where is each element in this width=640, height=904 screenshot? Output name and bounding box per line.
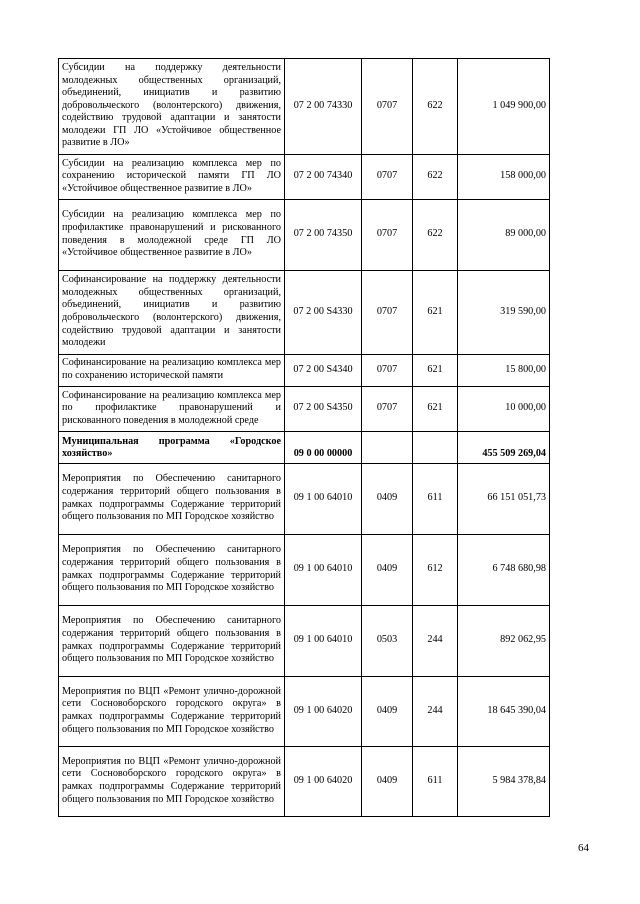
row-expense-type — [413, 432, 458, 464]
row-code: 09 1 00 64020 — [285, 747, 362, 817]
row-section: 0503 — [362, 606, 413, 677]
table-row — [59, 677, 550, 747]
row-code: 07 2 00 S4330 — [285, 271, 362, 355]
row-expense-type: 244 — [413, 606, 458, 677]
row-sum: 1 049 900,00 — [458, 59, 550, 155]
row-name: Софинансирование на реализацию комплекса мер по профилактике правонарушений и рискованного поведения в молодежной среде — [59, 387, 285, 432]
table-row — [59, 155, 550, 200]
row-sum: 18 645 390,04 — [458, 677, 550, 747]
row-name: Софинансирование на поддержку деятельности молодежных общественных организаций, объединений, инициатив и развитию добровольческого (волонтерского) движения, содействию трудовой адаптации и занятости молодежи — [59, 271, 285, 355]
row-sum: 5 984 378,84 — [458, 747, 550, 817]
row-code: 07 2 00 74330 — [285, 59, 362, 155]
row-code: 09 0 00 00000 — [285, 432, 362, 464]
row-name: Субсидии на реализацию комплекса мер по профилактике правонарушений и рискованного поведения в молодежной среде ГП ЛО «Устойчивое общественное развитие в ЛО» — [59, 200, 285, 271]
page-number: 64 — [578, 842, 589, 854]
table-row — [59, 535, 550, 606]
row-sum: 319 590,00 — [458, 271, 550, 355]
row-name: Мероприятия по Обеспечению санитарного содержания территорий общего пользования в рамках подпрограммы Содержание территорий общего пользования по МП Городское хозяйство — [59, 606, 285, 677]
row-code: 09 1 00 64010 — [285, 464, 362, 535]
row-name: Мероприятия по Обеспечению санитарного содержания территорий общего пользования в рамках подпрограммы Содержание территорий общего пользования по МП Городское хозяйство — [59, 464, 285, 535]
row-sum: 158 000,00 — [458, 155, 550, 200]
row-name: Субсидии на поддержку деятельности молодежных общественных организаций, объединений, инициатив и развитию добровольческого (волонтерского) движения, содействию трудовой адаптации и занятости молодежи ГП ЛО «Устойчивое общественное развитие в ЛО» — [59, 59, 285, 155]
budget-table — [58, 58, 550, 817]
row-section: 0707 — [362, 59, 413, 155]
row-section: 0409 — [362, 747, 413, 817]
row-name: Мероприятия по ВЦП «Ремонт улично-дорожной сети Сосновоборского городского округа» в рамках подпрограммы Содержание территорий общего пользования по МП Городское хозяйство — [59, 677, 285, 747]
row-section: 0707 — [362, 155, 413, 200]
row-expense-type: 621 — [413, 355, 458, 387]
row-name: Муниципальная программа «Городское хозяйство» — [59, 432, 285, 464]
table-row — [59, 606, 550, 677]
row-code: 07 2 00 S4340 — [285, 355, 362, 387]
row-section: 0409 — [362, 535, 413, 606]
row-section — [362, 432, 413, 464]
row-expense-type: 622 — [413, 200, 458, 271]
table-row-program — [59, 432, 550, 464]
table-row — [59, 387, 550, 432]
row-name: Мероприятия по ВЦП «Ремонт улично-дорожной сети Сосновоборского городского округа» в рамках подпрограммы Содержание территорий общего пользования по МП Городское хозяйство — [59, 747, 285, 817]
row-section: 0707 — [362, 271, 413, 355]
table-row — [59, 271, 550, 355]
row-expense-type: 621 — [413, 387, 458, 432]
row-code: 09 1 00 64010 — [285, 535, 362, 606]
table-row — [59, 747, 550, 817]
row-expense-type: 612 — [413, 535, 458, 606]
row-expense-type: 611 — [413, 464, 458, 535]
table-row — [59, 59, 550, 155]
row-sum: 455 509 269,04 — [458, 432, 550, 464]
row-name: Субсидии на реализацию комплекса мер по сохранению исторической памяти ГП ЛО «Устойчивое общественное развитие в ЛО» — [59, 155, 285, 200]
row-expense-type: 622 — [413, 59, 458, 155]
row-section: 0707 — [362, 200, 413, 271]
row-code: 07 2 00 74350 — [285, 200, 362, 271]
table-row — [59, 464, 550, 535]
table-row — [59, 200, 550, 271]
row-sum: 89 000,00 — [458, 200, 550, 271]
row-section: 0707 — [362, 355, 413, 387]
row-code: 07 2 00 S4350 — [285, 387, 362, 432]
row-code: 07 2 00 74340 — [285, 155, 362, 200]
row-name: Софинансирование на реализацию комплекса мер по сохранению исторической памяти — [59, 355, 285, 387]
row-expense-type: 244 — [413, 677, 458, 747]
row-sum: 892 062,95 — [458, 606, 550, 677]
row-sum: 10 000,00 — [458, 387, 550, 432]
row-name: Мероприятия по Обеспечению санитарного содержания территорий общего пользования в рамках подпрограммы Содержание территорий общего пользования по МП Городское хозяйство — [59, 535, 285, 606]
row-section: 0707 — [362, 387, 413, 432]
row-sum: 66 151 051,73 — [458, 464, 550, 535]
row-code: 09 1 00 64020 — [285, 677, 362, 747]
row-sum: 15 800,00 — [458, 355, 550, 387]
row-code: 09 1 00 64010 — [285, 606, 362, 677]
row-expense-type: 622 — [413, 155, 458, 200]
row-sum: 6 748 680,98 — [458, 535, 550, 606]
row-section: 0409 — [362, 464, 413, 535]
row-section: 0409 — [362, 677, 413, 747]
row-expense-type: 621 — [413, 271, 458, 355]
row-expense-type: 611 — [413, 747, 458, 817]
table-row — [59, 355, 550, 387]
